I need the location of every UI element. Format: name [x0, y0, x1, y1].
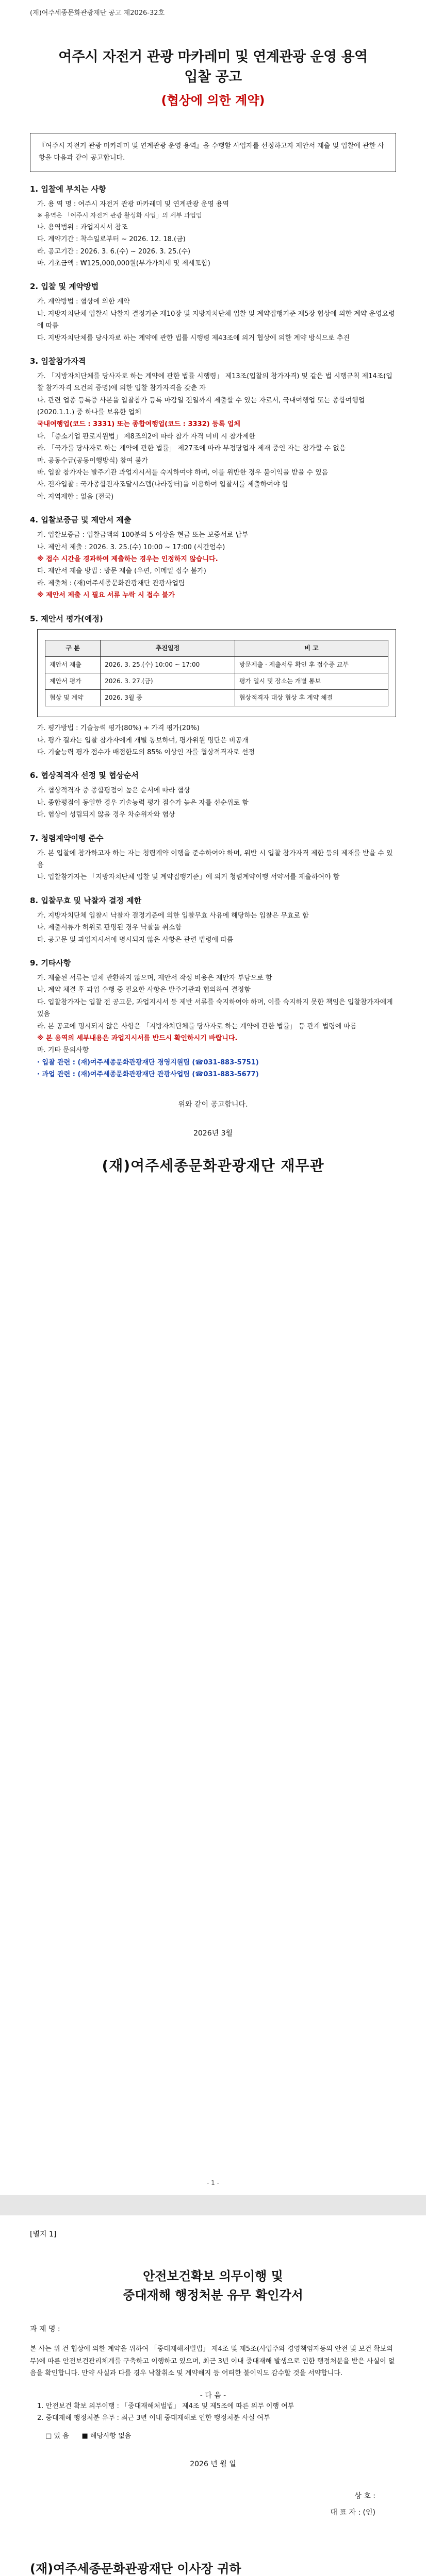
table-row — [45, 656, 388, 673]
section-1-title: 1. 입찰에 부치는 사항 — [30, 184, 106, 194]
table-cell: 2026. 3월 중 — [101, 690, 235, 706]
title-line-2: 입찰 공고 — [184, 69, 242, 86]
section-9-line: 가. 제출된 서류는 일체 반환하지 않으며, 제안서 작성 비용은 제안자 부담으로 함 — [37, 974, 272, 982]
checkbox-none[interactable]: ■ 해당사항 없음 — [81, 2432, 132, 2441]
table-row — [45, 673, 388, 689]
table-cell: 제안서 평가 — [45, 673, 101, 689]
attachment-title-line-1: 안전보건확보 의무이행 및 — [143, 2269, 283, 2283]
confirmation-item: 1. 안전보건 확보 의무이행 : 「중대재해처벌법」 제4조 및 제5조에 따른 의무 이행 여부 — [37, 2402, 294, 2410]
section-1-line: 나. 용역범위 : 과업지시서 참조 — [37, 223, 128, 231]
section-1-line: 라. 공고기간 : 2026. 3. 6.(수) ~ 2026. 3. 25.(수) — [37, 247, 191, 256]
section-7-line: 가. 본 입찰에 참가하고자 하는 자는 청렴계약 이행을 준수하여야 하며, 위반 시 입찰 참가자격 제한 등의 제재를 받을 수 있음 — [37, 849, 393, 870]
closing-note: 위와 같이 공고합니다. — [178, 1100, 248, 1109]
section-8-line: 가. 지방자치단체 입찰시 낙찰자 결정기준에 의한 입찰무효 사유에 해당하는 입찰은 무효로 함 — [37, 911, 309, 920]
section-3-line: 다. 「중소기업 판로지원법」 제8조의2에 따라 참가 자격 미비 시 참가제한 — [37, 432, 255, 440]
section-9-line: 마. 기타 문의사항 — [37, 1046, 89, 1055]
attachment-title — [30, 2267, 396, 2305]
section-9-line: 다. 입찰참가자는 입찰 전 공고문, 과업지시서 등 제반 서류를 숙지하여야 하며, 이를 숙지하지 못한 책임은 입찰참가자에게 있음 — [37, 998, 393, 1019]
page-number: - 1 - — [207, 2179, 219, 2187]
section-7-line: 나. 입찰참가자는 「지방자치단체 입찰 및 계약집행기준」에 의거 청렴계약이행 서약서를 제출하여야 함 — [37, 873, 340, 882]
recipient-organization: (재)여주세종문화관광재단 이사장 귀하 — [30, 2562, 241, 2576]
confirmation-item: 2. 중대재해 행정처분 유무 : 최근 3년 이내 중대재해로 인한 행정처분 사실 여부 — [37, 2414, 270, 2422]
page-gap — [0, 2195, 426, 2215]
section-3-line: 라. 「국가를 당사자로 하는 계약에 관한 법률」 제27조에 따라 부정당업자 제재 중인 자는 참가할 수 없음 — [37, 445, 346, 453]
contract-method-subtitle: (협상에 의한 계약) — [161, 93, 265, 108]
attachment-label: [별지 1] — [30, 2230, 57, 2239]
section-9-highlight: ※ 본 용역의 세부내용은 과업지시서를 반드시 확인하시기 바랍니다. — [37, 1034, 238, 1042]
section-4-line: 나. 제안서 제출 : 2026. 3. 25.(수) 10:00 ~ 17:00 (시간엄수) — [37, 543, 225, 551]
section-2-line: 다. 지방자치단체를 당사자로 하는 계약에 관한 법률 시행령 제43조에 의거 협상에 의한 계약 방식으로 추진 — [37, 334, 350, 342]
section-1-line: ※ 용역은 「여주시 자전거 관광 활성화 사업」의 세부 과업임 — [37, 212, 202, 219]
attachment-title-line-2: 중대재해 행정처분 유무 확인각서 — [123, 2288, 303, 2303]
section-2-title: 2. 입찰 및 계약방법 — [30, 282, 99, 292]
section-4-highlight: ※ 제안서 제출 시 필요 서류 누락 시 접수 불가 — [37, 591, 175, 600]
section-5-title: 5. 제안서 평가(예정) — [30, 614, 103, 623]
signature-date: 2026 년 월 일 — [190, 2460, 236, 2469]
checkbox-yes[interactable]: □ 있 음 — [45, 2432, 69, 2441]
table-header-cell: 추진일정 — [101, 640, 235, 656]
section-4-warning: ※ 접수 시간을 경과하여 제출하는 경우는 인정하지 않습니다. — [37, 555, 218, 563]
notice-number: (재)여주세종문화관광재단 공고 제2026-32호 — [30, 9, 165, 17]
document-title — [30, 47, 396, 87]
issuing-organization: (재)여주세종문화관광재단 재무관 — [102, 1157, 324, 1175]
section-9-title: 9. 기타사항 — [30, 958, 71, 968]
checkbox-group — [45, 2430, 396, 2440]
items-heading: - 다 음 - — [200, 2391, 226, 2400]
section-6-line: 가. 협상적격자 중 종합평점이 높은 순서에 따라 협상 — [37, 787, 190, 795]
section-1-line: 다. 계약기간 : 착수일로부터 ~ 2026. 12. 18.(금) — [37, 235, 186, 244]
section-3-highlight: 국내여행업(코드 : 3331) 또는 종합여행업(코드 : 3332) 등록 업체 — [37, 420, 240, 429]
section-1-line: 마. 기초금액 : ₩125,000,000원(부가가치세 및 제세포함) — [37, 259, 210, 267]
section-9-line: 나. 계약 체결 후 과업 수행 중 필요한 사항은 발주기관과 협의하여 결정함 — [37, 986, 251, 994]
table-header-cell: 비 고 — [235, 640, 388, 656]
section-5-line: 가. 평가방법 : 기술능력 평가(80%) + 가격 평가(20%) — [37, 724, 200, 733]
table-cell: 제안서 제출 — [45, 656, 101, 673]
section-3-line: 아. 지역제한 : 없음 (전국) — [37, 493, 114, 501]
section-2-line: 나. 지방자치단체 입찰시 낙찰자 결정기준 제10장 및 지방자치단체 입찰 및 계약집행기준 제5장 협상에 의한 계약 운영요령에 따름 — [37, 310, 395, 330]
table-cell: 협상 및 계약 — [45, 690, 101, 706]
table-cell: 협상적격자 대상 협상 후 계약 체결 — [235, 690, 388, 706]
notice-date: 2026년 3월 — [193, 1129, 233, 1138]
section-2-line: 가. 계약방법 : 협상에 의한 계약 — [37, 298, 130, 306]
section-6-line: 나. 종합평점이 동일한 경우 기술능력 평가 점수가 높은 자를 선순위로 함 — [37, 799, 249, 807]
contact-line: · 입찰 관련 : (재)여주세종문화관광재단 경영지원팀 (☎031-883-5751) — [37, 1058, 259, 1066]
confirmation-body: 본 사는 위 건 협상에 의한 계약을 위하여 「중대재해처벌법」 제4조 및 제5조(사업주와 경영책임자등의 안전 및 보건 확보의무)에 따른 안전보건관리체계를 구축하고 이행하고 있으며, 최근 3년 이내 중대재해 발생으로 인한 행정처분을 받은 사실이 없음을 확인합니다. 만약 사실과 다를 경우 낙찰취소 및 계약해지 등 어떠한 불이익도 감수할 것을 서약합니다. — [30, 2345, 395, 2378]
intro-notice-box: 『여주시 자전거 관광 마카레미 및 연계관광 운영 용역』을 수행할 사업자를 선정하고자 제안서 제출 및 입찰에 관한 사항을 다음과 같이 공고합니다. — [30, 133, 396, 172]
section-7-title: 7. 청렴계약이행 준수 — [30, 833, 104, 843]
subject-label: 과 제 명 : — [30, 2325, 60, 2334]
section-8-line: 다. 공고문 및 과업지시서에 명시되지 않은 사항은 관련 법령에 따름 — [37, 936, 234, 944]
section-3-line: 가. 「지방자치단체를 당사자로 하는 계약에 관한 법률 시행령」 제13조(입찰의 참가자격) 및 같은 법 시행규칙 제14조(입찰 참가자격 요건의 증명)에 의한 입찰 참가자격을 갖춘 자 — [37, 372, 392, 393]
section-3-line: 나. 관련 업종 등록증 사본을 입찰참가 등록 마감일 전일까지 제출할 수 있는 자로서, 국내여행업 또는 종합여행업(2020.1.1.) 중 하나를 보유한 업체 — [37, 396, 365, 417]
table-header-row — [45, 640, 388, 656]
table-cell: 방문제출 · 제출서류 확인 후 접수증 교부 — [235, 656, 388, 673]
section-3-line: 바. 입찰 참가자는 발주기관 과업지시서를 숙지하여야 하며, 이를 위반한 경우 불이익을 받을 수 있음 — [37, 469, 329, 477]
section-8-title: 8. 입찰무효 및 낙찰자 결정 제한 — [30, 895, 142, 905]
title-line-1: 여주시 자전거 관광 마카레미 및 연계관광 운영 용역 — [58, 49, 368, 65]
section-3-line: 마. 공동수급(공동이행방식) 참여 불가 — [37, 456, 149, 465]
section-4-line: 라. 제출처 : (재)여주세종문화관광재단 관광사업팀 — [37, 579, 185, 587]
document-page-2 — [0, 2215, 426, 2576]
table-header-cell: 구 분 — [45, 640, 101, 656]
section-4-title: 4. 입찰보증금 및 제안서 제출 — [30, 515, 132, 525]
section-8-line: 나. 제출서류가 허위로 판명된 경우 낙찰을 취소함 — [37, 924, 182, 932]
company-name-field: 상 호 : — [354, 2492, 375, 2501]
section-9-line: 라. 본 공고에 명시되지 않은 사항은 「지방자치단체를 당사자로 하는 계약에 관한 법률」 등 관계 법령에 따름 — [37, 1022, 357, 1030]
section-5-line: 나. 평가 결과는 입찰 참가자에게 개별 통보하며, 평가위원 명단은 비공개 — [37, 736, 249, 744]
section-4-line: 다. 제안서 제출 방법 : 방문 제출 (우편, 이메일 접수 불가) — [37, 567, 206, 575]
ceo-signature-field: 대 표 자 : (인) — [330, 2509, 375, 2517]
section-6-title: 6. 협상적격자 선정 및 협상순서 — [30, 771, 139, 781]
evaluation-schedule-table — [45, 640, 388, 707]
section-3-line: 사. 전자입찰 : 국가종합전자조달시스템(나라장터)을 이용하여 입찰서를 제출하여야 함 — [37, 481, 289, 489]
contact-line: · 과업 관련 : (재)여주세종문화관광재단 관광사업팀 (☎031-883-5677) — [37, 1071, 259, 1079]
section-1-line: 가. 용 역 명 : 여주시 자전거 관광 마카레미 및 연계관광 운영 용역 — [37, 200, 230, 208]
section-4-line: 가. 입찰보증금 : 입찰금액의 100분의 5 이상을 현금 또는 보증서로 납부 — [37, 531, 249, 539]
table-cell: 2026. 3. 25.(수) 10:00 ~ 17:00 — [101, 656, 235, 673]
section-6-line: 다. 협상이 성립되지 않을 경우 차순위자와 협상 — [37, 811, 175, 819]
table-row — [45, 690, 388, 706]
table-cell: 평가 일시 및 장소는 개별 통보 — [235, 673, 388, 689]
section-3-title: 3. 입찰참가자격 — [30, 356, 86, 366]
section-5-line: 다. 기술능력 평가 점수가 배점한도의 85% 이상인 자를 협상적격자로 선정 — [37, 749, 255, 757]
evaluation-schedule-box — [37, 629, 396, 718]
table-cell: 2026. 3. 27.(금) — [101, 673, 235, 689]
